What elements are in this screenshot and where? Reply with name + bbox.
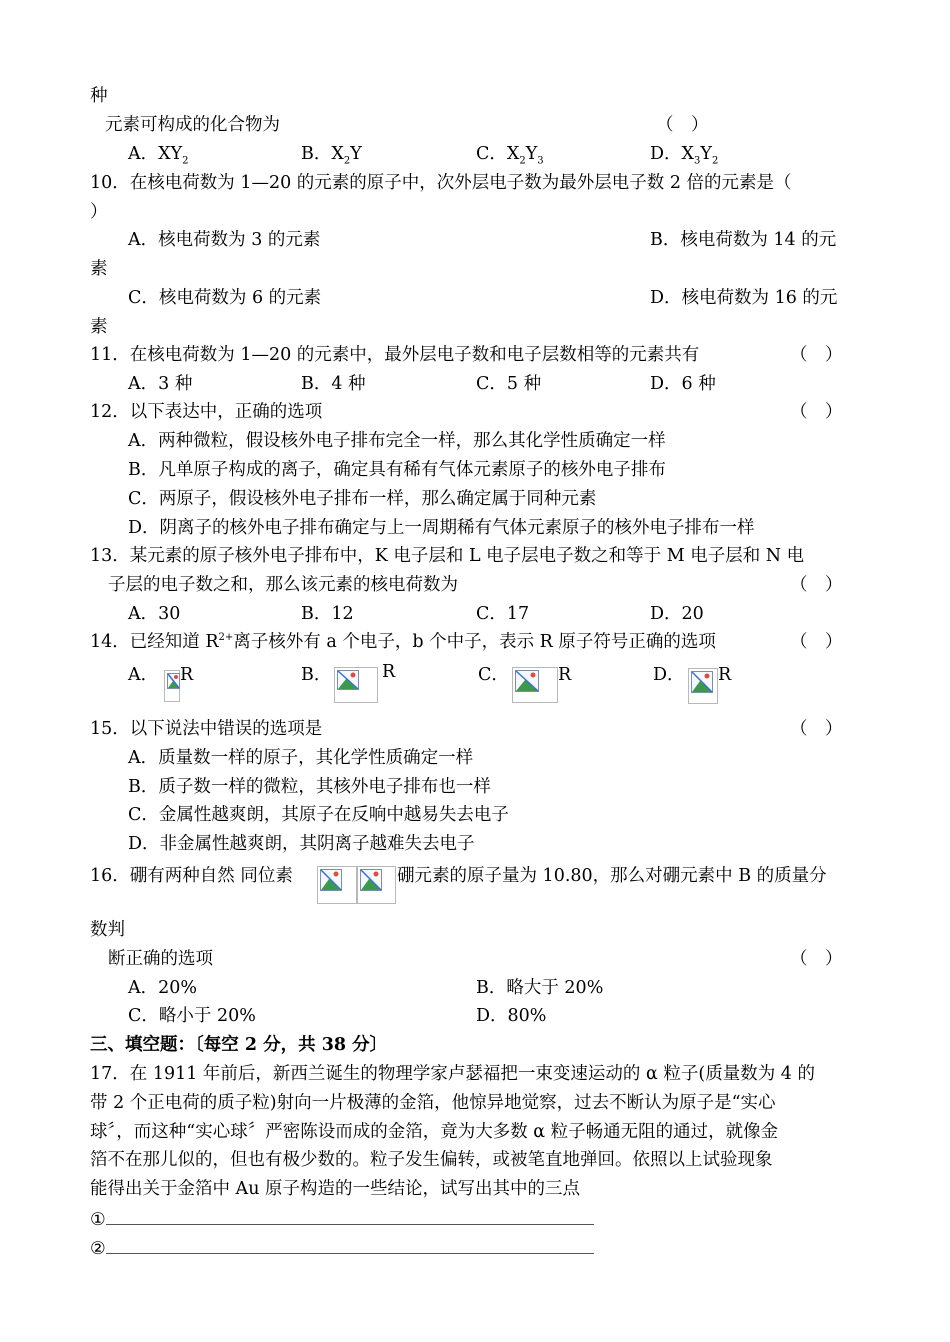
- broken-image-icon: [357, 866, 396, 904]
- q14-option-c-symbol: R: [558, 665, 572, 685]
- q16-option-a: A．20%: [128, 978, 198, 998]
- q15-option-b: B．质子数一样的微粒，其核外电子排布也一样: [128, 777, 491, 797]
- q9-option-c: C．$X_2Y_3$: [476, 144, 544, 167]
- q11-stem: 11．在核电荷数为 1—20 的元素中，最外层电子数和电子层数相等的元素共有: [90, 345, 700, 365]
- q12-option-c: C．两原子，假设核外电子排布一样，那么确定属于同种元素: [128, 489, 597, 509]
- q14-option-b-symbol: R: [382, 662, 396, 682]
- q17-line1: 17．在 1911 年前后，新西兰诞生的物理学家卢瑟福把一束变速运动的 α 粒子(质量数为 4 的: [90, 1064, 815, 1084]
- q16-stem-pre: 16．硼有两种自然 同位素: [90, 866, 293, 886]
- q14-answer-paren: （ ）: [790, 632, 843, 652]
- q16-answer-paren: （ ）: [790, 949, 843, 969]
- q14-option-d-label: D．: [653, 665, 685, 685]
- q11-option-d: D．6 种: [650, 374, 716, 394]
- q16-option-c: C．略小于 20%: [128, 1006, 256, 1026]
- broken-image-icon: [164, 670, 180, 702]
- q9-option-d: D．$X_3Y_2$: [650, 144, 719, 167]
- q10-option-c: C．核电荷数为 6 的元素: [128, 288, 322, 308]
- q11-option-c: C．5 种: [476, 374, 542, 394]
- q10-option-d-wrap: 素: [90, 317, 108, 337]
- q15-option-c: C．金属性越爽朗，其原子在反响中越易失去电子: [128, 805, 509, 825]
- q15-option-d: D．非金属性越爽朗，其阴离子越难失去电子: [128, 834, 475, 854]
- q14-option-d-symbol: R: [718, 665, 732, 685]
- q10-stem-close: ）: [90, 202, 108, 222]
- broken-image-icon: [334, 667, 378, 703]
- q9-line1: 种: [90, 86, 108, 106]
- q11-option-b: B．4 种: [301, 374, 366, 394]
- q9-answer-paren: （ ）: [656, 115, 709, 135]
- q9-option-a: A．$XY_2$: [128, 144, 189, 167]
- q16-stem-line3: 断正确的选项: [108, 949, 213, 969]
- q13-option-b: B．12: [301, 604, 354, 624]
- q16-option-b: B．略大于 20%: [476, 978, 604, 998]
- q13-answer-paren: （ ）: [790, 575, 843, 595]
- q16-option-d: D．80%: [476, 1006, 547, 1026]
- broken-image-icon: [512, 667, 558, 703]
- q10-option-b: B．核电荷数为 14 的元: [650, 230, 837, 250]
- q14-stem: 14．已经知道 $R^{2+}$离子核外有 a 个电子，b 个中子，表示 R 原子符号正确的选项: [90, 632, 716, 652]
- section-heading: 三、填空题：〔每空 2 分，共 38 分〕: [90, 1035, 388, 1055]
- q12-option-d: D．阴离子的核外电子排布确定与上一周期稀有气体元素原子的核外电子排布一样: [128, 518, 755, 538]
- q15-answer-paren: （ ）: [790, 719, 843, 739]
- q14-option-c-label: C．: [478, 665, 509, 685]
- q13-option-c: C．17: [476, 604, 530, 624]
- q11-answer-paren: （ ）: [790, 345, 843, 365]
- q17-answer-blank-1[interactable]: ①: [90, 1208, 594, 1230]
- q17-line4: 箔不在那儿似的，但也有极少数的。粒子发生偏转，或被笔直地弹回。依照以上试验现象: [90, 1150, 773, 1170]
- q12-answer-paren: （ ）: [790, 402, 843, 422]
- q9-line2: 元素可构成的化合物为: [105, 115, 280, 135]
- q9-option-b: B．$X_2Y$: [301, 144, 362, 167]
- q13-stem-line2: 子层的电子数之和，那么该元素的核电荷数为: [108, 575, 458, 595]
- q15-option-a: A．质量数一样的原子，其化学性质确定一样: [128, 748, 474, 768]
- q10-option-a: A．核电荷数为 3 的元素: [128, 230, 321, 250]
- q12-option-b: B．凡单原子构成的离子，确定具有稀有气体元素原子的核外电子排布: [128, 460, 666, 480]
- q14-option-a-symbol: R: [180, 665, 194, 685]
- q10-option-d: D．核电荷数为 16 的元: [650, 288, 838, 308]
- q10-option-b-wrap: 素: [90, 259, 108, 279]
- broken-image-icon: [688, 668, 718, 704]
- q16-stem-post: 硼元素的原子量为 10.80，那么对硼元素中 B 的质量分: [397, 866, 827, 886]
- broken-image-icon: [317, 866, 357, 904]
- q17-answer-blank-2[interactable]: ②: [90, 1237, 594, 1259]
- q12-stem: 12．以下表达中，正确的选项: [90, 402, 323, 422]
- q17-line3: 球〞，而这种“实心球〞严密陈设而成的金箔，竟为大多数 α 粒子畅通无阻的通过，就像金: [90, 1122, 779, 1142]
- q11-option-a: A．3 种: [128, 374, 193, 394]
- q15-stem: 15．以下说法中错误的选项是: [90, 719, 323, 739]
- q17-line2: 带 2 个正电荷的质子粒)射向一片极薄的金箔，他惊异地觉察，过去不断认为原子是“实心: [90, 1093, 776, 1113]
- q12-option-a: A．两种微粒，假设核外电子排布完全一样，那么其化学性质确定一样: [128, 431, 666, 451]
- q13-option-a: A．30: [128, 604, 181, 624]
- q13-stem-line1: 13．某元素的原子核外电子排布中，K 电子层和 L 电子层电子数之和等于 M 电子层和 N 电: [90, 546, 805, 566]
- q14-option-a-label: A．: [128, 665, 159, 685]
- q14-option-b-label: B．: [301, 665, 332, 685]
- q16-stem-line2: 数判: [90, 920, 125, 940]
- q13-option-d: D．20: [650, 604, 704, 624]
- q10-stem: 10．在核电荷数为 1—20 的元素的原子中，次外层电子数为最外层电子数 2 倍的元素是（: [90, 173, 792, 193]
- q17-line5: 能得出关于金箔中 Au 原子构造的一些结论，试写出其中的三点: [90, 1179, 581, 1199]
